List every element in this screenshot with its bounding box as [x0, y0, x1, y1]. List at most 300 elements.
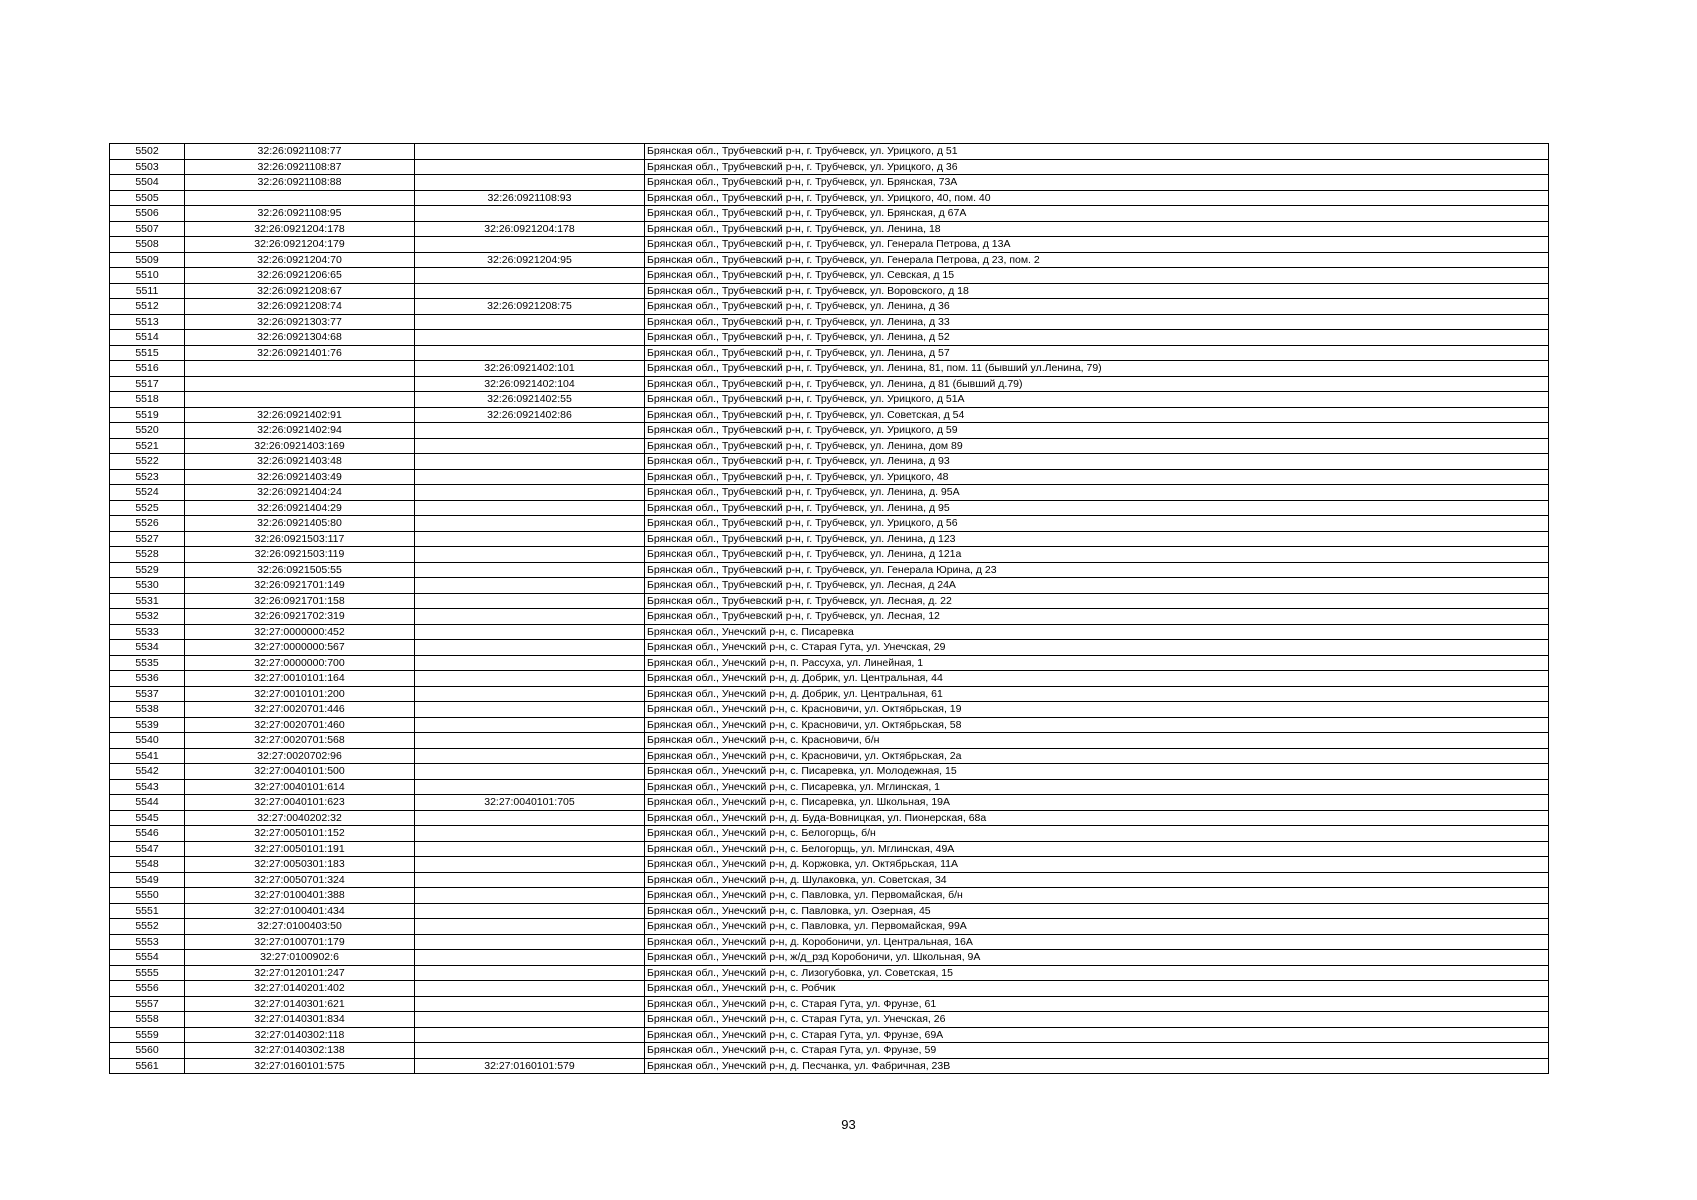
related-cadastral-number-cell — [415, 500, 645, 516]
table-row — [110, 671, 1549, 687]
row-number-cell: 5548 — [110, 857, 185, 873]
cadastral-number-cell: 32:27:0100401:434 — [185, 903, 415, 919]
row-number-cell: 5527 — [110, 531, 185, 547]
cadastral-number-cell: 32:27:0100403:50 — [185, 919, 415, 935]
row-number-cell: 5539 — [110, 717, 185, 733]
cadastral-number-cell: 32:26:0921108:88 — [185, 175, 415, 191]
related-cadastral-number-cell: 32:26:0921204:178 — [415, 221, 645, 237]
address-cell: Брянская обл., Трубчевский р-н, г. Трубчевск, ул. Ленина, д 33 — [645, 314, 1549, 330]
related-cadastral-number-cell — [415, 593, 645, 609]
table-row — [110, 903, 1549, 919]
table-row — [110, 159, 1549, 175]
related-cadastral-number-cell — [415, 919, 645, 935]
row-number-cell: 5521 — [110, 438, 185, 454]
row-number-cell: 5520 — [110, 423, 185, 439]
row-number-cell: 5557 — [110, 996, 185, 1012]
table-row — [110, 562, 1549, 578]
address-cell: Брянская обл., Унечский р-н, с. Белогорщь, б/н — [645, 826, 1549, 842]
related-cadastral-number-cell — [415, 1043, 645, 1059]
table-row — [110, 981, 1549, 997]
address-cell: Брянская обл., Унечский р-н, д. Добрик, ул. Центральная, 44 — [645, 671, 1549, 687]
address-cell: Брянская обл., Трубчевский р-н, г. Трубчевск, ул. Урицкого, д 51 — [645, 144, 1549, 160]
row-number-cell: 5547 — [110, 841, 185, 857]
address-cell: Брянская обл., Трубчевский р-н, г. Трубчевск, ул. Ленина, дом 89 — [645, 438, 1549, 454]
table-row — [110, 764, 1549, 780]
row-number-cell: 5544 — [110, 795, 185, 811]
table-row — [110, 1058, 1549, 1074]
address-cell: Брянская обл., Трубчевский р-н, г. Трубчевск, ул. Ленина, д 93 — [645, 454, 1549, 470]
cadastral-number-cell: 32:26:0921403:169 — [185, 438, 415, 454]
row-number-cell: 5518 — [110, 392, 185, 408]
row-number-cell: 5510 — [110, 268, 185, 284]
table-row — [110, 795, 1549, 811]
cadastral-number-cell: 32:26:0921204:70 — [185, 252, 415, 268]
address-cell: Брянская обл., Трубчевский р-н, г. Трубчевск, ул. Урицкого, д 56 — [645, 516, 1549, 532]
related-cadastral-number-cell: 32:26:0921402:101 — [415, 361, 645, 377]
address-cell: Брянская обл., Трубчевский р-н, г. Трубчевск, ул. Ленина, 18 — [645, 221, 1549, 237]
address-cell: Брянская обл., Унечский р-н, с. Старая Гута, ул. Фрунзе, 59 — [645, 1043, 1549, 1059]
address-cell: Брянская обл., Унечский р-н, д. Шулаковка, ул. Советская, 34 — [645, 872, 1549, 888]
row-number-cell: 5533 — [110, 624, 185, 640]
row-number-cell: 5552 — [110, 919, 185, 935]
cadastral-number-cell: 32:26:0921505:55 — [185, 562, 415, 578]
related-cadastral-number-cell — [415, 888, 645, 904]
row-number-cell: 5529 — [110, 562, 185, 578]
table-row — [110, 500, 1549, 516]
row-number-cell: 5555 — [110, 965, 185, 981]
cadastral-number-cell: 32:27:0010101:164 — [185, 671, 415, 687]
related-cadastral-number-cell — [415, 144, 645, 160]
address-cell: Брянская обл., Трубчевский р-н, г. Трубчевск, ул. Лесная, 12 — [645, 609, 1549, 625]
table-row — [110, 547, 1549, 563]
row-number-cell: 5509 — [110, 252, 185, 268]
cadastral-number-cell: 32:26:0921405:80 — [185, 516, 415, 532]
cadastral-number-cell: 32:26:0921404:29 — [185, 500, 415, 516]
related-cadastral-number-cell — [415, 857, 645, 873]
cadastral-number-cell: 32:27:0140302:138 — [185, 1043, 415, 1059]
related-cadastral-number-cell: 32:26:0921402:55 — [415, 392, 645, 408]
address-cell: Брянская обл., Трубчевский р-н, г. Трубчевск, ул. Урицкого, 40, пом. 40 — [645, 190, 1549, 206]
address-cell: Брянская обл., Унечский р-н, с. Писаревка, ул. Молодежная, 15 — [645, 764, 1549, 780]
table-row — [110, 593, 1549, 609]
row-number-cell: 5515 — [110, 345, 185, 361]
table-row — [110, 640, 1549, 656]
address-cell: Брянская обл., Унечский р-н, с. Белогорщь, ул. Мглинская, 49А — [645, 841, 1549, 857]
related-cadastral-number-cell — [415, 1012, 645, 1028]
address-cell: Брянская обл., Унечский р-н, с. Павловка, ул. Первомайская, 99А — [645, 919, 1549, 935]
table-row — [110, 857, 1549, 873]
table-row — [110, 206, 1549, 222]
cadastral-number-cell: 32:27:0000000:452 — [185, 624, 415, 640]
cadastral-number-cell: 32:26:0921403:49 — [185, 469, 415, 485]
address-cell: Брянская обл., Трубчевский р-н, г. Трубчевск, ул. Воровского, д 18 — [645, 283, 1549, 299]
related-cadastral-number-cell — [415, 903, 645, 919]
address-cell: Брянская обл., Трубчевский р-н, г. Трубчевск, ул. Ленина, д. 95А — [645, 485, 1549, 501]
row-number-cell: 5556 — [110, 981, 185, 997]
table-row — [110, 144, 1549, 160]
related-cadastral-number-cell — [415, 423, 645, 439]
cadastral-number-cell: 32:27:0140302:118 — [185, 1027, 415, 1043]
row-number-cell: 5560 — [110, 1043, 185, 1059]
row-number-cell: 5514 — [110, 330, 185, 346]
related-cadastral-number-cell — [415, 268, 645, 284]
related-cadastral-number-cell: 32:27:0040101:705 — [415, 795, 645, 811]
row-number-cell: 5507 — [110, 221, 185, 237]
cadastral-number-cell: 32:26:0921503:119 — [185, 547, 415, 563]
address-cell: Брянская обл., Унечский р-н, д. Коржовка, ул. Октябрьская, 11А — [645, 857, 1549, 873]
cadastral-number-cell: 32:26:0921701:149 — [185, 578, 415, 594]
table-row — [110, 810, 1549, 826]
address-cell: Брянская обл., Унечский р-н, с. Павловка, ул. Первомайская, б/н — [645, 888, 1549, 904]
cadastral-number-cell: 32:27:0040101:500 — [185, 764, 415, 780]
related-cadastral-number-cell — [415, 624, 645, 640]
row-number-cell: 5545 — [110, 810, 185, 826]
row-number-cell: 5502 — [110, 144, 185, 160]
cadastral-number-cell: 32:26:0921503:117 — [185, 531, 415, 547]
row-number-cell: 5517 — [110, 376, 185, 392]
address-cell: Брянская обл., Трубчевский р-н, г. Трубчевск, ул. Ленина, д 36 — [645, 299, 1549, 315]
cadastral-number-cell — [185, 392, 415, 408]
related-cadastral-number-cell — [415, 748, 645, 764]
table-row — [110, 686, 1549, 702]
address-cell: Брянская обл., Трубчевский р-н, г. Трубчевск, ул. Ленина, д 95 — [645, 500, 1549, 516]
cadastral-number-cell: 32:27:0020702:96 — [185, 748, 415, 764]
property-register-table — [109, 143, 1549, 1074]
related-cadastral-number-cell — [415, 1027, 645, 1043]
table-row — [110, 888, 1549, 904]
table-row — [110, 221, 1549, 237]
row-number-cell: 5537 — [110, 686, 185, 702]
table-row — [110, 965, 1549, 981]
table-row — [110, 392, 1549, 408]
address-cell: Брянская обл., Трубчевский р-н, г. Трубчевск, ул. Ленина, 81, пом. 11 (бывший ул.Ленина, 79) — [645, 361, 1549, 377]
address-cell: Брянская обл., Трубчевский р-н, г. Трубчевск, ул. Брянская, д 67А — [645, 206, 1549, 222]
row-number-cell: 5535 — [110, 655, 185, 671]
table-body — [110, 144, 1549, 1074]
table-row — [110, 237, 1549, 253]
related-cadastral-number-cell — [415, 237, 645, 253]
address-cell: Брянская обл., Трубчевский р-н, г. Трубчевск, ул. Урицкого, д 36 — [645, 159, 1549, 175]
related-cadastral-number-cell: 32:26:0921402:86 — [415, 407, 645, 423]
related-cadastral-number-cell: 32:26:0921402:104 — [415, 376, 645, 392]
address-cell: Брянская обл., Унечский р-н, с. Писаревка — [645, 624, 1549, 640]
row-number-cell: 5561 — [110, 1058, 185, 1074]
table-row — [110, 423, 1549, 439]
cadastral-number-cell: 32:27:0040101:614 — [185, 779, 415, 795]
row-number-cell: 5513 — [110, 314, 185, 330]
related-cadastral-number-cell — [415, 283, 645, 299]
cadastral-number-cell: 32:27:0040202:32 — [185, 810, 415, 826]
table-row — [110, 717, 1549, 733]
cadastral-number-cell: 32:27:0000000:567 — [185, 640, 415, 656]
cadastral-number-cell — [185, 376, 415, 392]
related-cadastral-number-cell — [415, 609, 645, 625]
address-cell: Брянская обл., Трубчевский р-н, г. Трубчевск, ул. Урицкого, 48 — [645, 469, 1549, 485]
row-number-cell: 5549 — [110, 872, 185, 888]
related-cadastral-number-cell — [415, 686, 645, 702]
cadastral-number-cell — [185, 190, 415, 206]
address-cell: Брянская обл., Трубчевский р-н, г. Трубчевск, ул. Брянская, 73А — [645, 175, 1549, 191]
table-row — [110, 996, 1549, 1012]
table-row — [110, 516, 1549, 532]
table-row — [110, 748, 1549, 764]
table-row — [110, 655, 1549, 671]
cadastral-number-cell: 32:26:0921204:178 — [185, 221, 415, 237]
cadastral-number-cell: 32:26:0921401:76 — [185, 345, 415, 361]
table-row — [110, 919, 1549, 935]
related-cadastral-number-cell — [415, 330, 645, 346]
table-row — [110, 283, 1549, 299]
related-cadastral-number-cell — [415, 981, 645, 997]
address-cell: Брянская обл., Унечский р-н, с. Лизогубовка, ул. Советская, 15 — [645, 965, 1549, 981]
address-cell: Брянская обл., Трубчевский р-н, г. Трубчевск, ул. Советская, д 54 — [645, 407, 1549, 423]
cadastral-number-cell: 32:26:0921108:77 — [185, 144, 415, 160]
address-cell: Брянская обл., Трубчевский р-н, г. Трубчевск, ул. Лесная, д 24А — [645, 578, 1549, 594]
address-cell: Брянская обл., Унечский р-н, с. Павловка, ул. Озерная, 45 — [645, 903, 1549, 919]
address-cell: Брянская обл., Трубчевский р-н, г. Трубчевск, ул. Ленина, д 123 — [645, 531, 1549, 547]
cadastral-number-cell: 32:27:0100902:6 — [185, 950, 415, 966]
table-row — [110, 330, 1549, 346]
related-cadastral-number-cell — [415, 547, 645, 563]
table-row — [110, 702, 1549, 718]
related-cadastral-number-cell — [415, 485, 645, 501]
related-cadastral-number-cell: 32:27:0160101:579 — [415, 1058, 645, 1074]
row-number-cell: 5550 — [110, 888, 185, 904]
table-row — [110, 376, 1549, 392]
address-cell: Брянская обл., Унечский р-н, д. Добрик, ул. Центральная, 61 — [645, 686, 1549, 702]
cadastral-number-cell: 32:26:0921701:158 — [185, 593, 415, 609]
address-cell: Брянская обл., Трубчевский р-н, г. Трубчевск, ул. Ленина, д 121а — [645, 547, 1549, 563]
cadastral-number-cell: 32:27:0160101:575 — [185, 1058, 415, 1074]
related-cadastral-number-cell — [415, 454, 645, 470]
cadastral-number-cell: 32:26:0921402:91 — [185, 407, 415, 423]
address-cell: Брянская обл., Трубчевский р-н, г. Трубчевск, ул. Лесная, д. 22 — [645, 593, 1549, 609]
address-cell: Брянская обл., Унечский р-н, с. Писаревка, ул. Школьная, 19А — [645, 795, 1549, 811]
cadastral-number-cell: 32:27:0050301:183 — [185, 857, 415, 873]
row-number-cell: 5540 — [110, 733, 185, 749]
address-cell: Брянская обл., Трубчевский р-н, г. Трубчевск, ул. Ленина, д 57 — [645, 345, 1549, 361]
address-cell: Брянская обл., Трубчевский р-н, г. Трубчевск, ул. Урицкого, д 59 — [645, 423, 1549, 439]
related-cadastral-number-cell — [415, 469, 645, 485]
row-number-cell: 5536 — [110, 671, 185, 687]
table-row — [110, 190, 1549, 206]
table-row — [110, 1043, 1549, 1059]
row-number-cell: 5504 — [110, 175, 185, 191]
row-number-cell: 5543 — [110, 779, 185, 795]
row-number-cell: 5541 — [110, 748, 185, 764]
address-cell: Брянская обл., Унечский р-н, с. Красновичи, ул. Октябрьская, 2а — [645, 748, 1549, 764]
cadastral-number-cell: 32:27:0050101:191 — [185, 841, 415, 857]
related-cadastral-number-cell — [415, 779, 645, 795]
related-cadastral-number-cell — [415, 516, 645, 532]
cadastral-number-cell: 32:27:0120101:247 — [185, 965, 415, 981]
related-cadastral-number-cell — [415, 717, 645, 733]
related-cadastral-number-cell — [415, 764, 645, 780]
page-number: 93 — [841, 1117, 856, 1132]
cadastral-number-cell: 32:26:0921304:68 — [185, 330, 415, 346]
table-row — [110, 345, 1549, 361]
cadastral-number-cell: 32:27:0020701:460 — [185, 717, 415, 733]
address-cell: Брянская обл., Трубчевский р-н, г. Трубчевск, ул. Ленина, д 81 (бывший д.79) — [645, 376, 1549, 392]
address-cell: Брянская обл., Унечский р-н, с. Робчик — [645, 981, 1549, 997]
related-cadastral-number-cell — [415, 578, 645, 594]
table-row — [110, 252, 1549, 268]
cadastral-number-cell: 32:26:0921404:24 — [185, 485, 415, 501]
related-cadastral-number-cell — [415, 206, 645, 222]
related-cadastral-number-cell — [415, 996, 645, 1012]
row-number-cell: 5524 — [110, 485, 185, 501]
row-number-cell: 5528 — [110, 547, 185, 563]
row-number-cell: 5522 — [110, 454, 185, 470]
related-cadastral-number-cell — [415, 640, 645, 656]
cadastral-number-cell: 32:26:0921204:179 — [185, 237, 415, 253]
row-number-cell: 5551 — [110, 903, 185, 919]
cadastral-number-cell: 32:26:0921208:74 — [185, 299, 415, 315]
row-number-cell: 5546 — [110, 826, 185, 842]
table-row — [110, 454, 1549, 470]
cadastral-number-cell — [185, 361, 415, 377]
table-row — [110, 438, 1549, 454]
related-cadastral-number-cell — [415, 733, 645, 749]
table-row — [110, 314, 1549, 330]
address-cell: Брянская обл., Трубчевский р-н, г. Трубчевск, ул. Генерала Петрова, д 13А — [645, 237, 1549, 253]
row-number-cell: 5519 — [110, 407, 185, 423]
row-number-cell: 5531 — [110, 593, 185, 609]
related-cadastral-number-cell — [415, 826, 645, 842]
table-row — [110, 469, 1549, 485]
cadastral-number-cell: 32:27:0140301:834 — [185, 1012, 415, 1028]
related-cadastral-number-cell — [415, 314, 645, 330]
cadastral-number-cell: 32:27:0010101:200 — [185, 686, 415, 702]
address-cell: Брянская обл., Трубчевский р-н, г. Трубчевск, ул. Генерала Юрина, д 23 — [645, 562, 1549, 578]
row-number-cell: 5512 — [110, 299, 185, 315]
address-cell: Брянская обл., Унечский р-н, с. Старая Гута, ул. Унечская, 29 — [645, 640, 1549, 656]
table-row — [110, 872, 1549, 888]
cadastral-number-cell: 32:26:0921108:95 — [185, 206, 415, 222]
table-row — [110, 950, 1549, 966]
table-row — [110, 361, 1549, 377]
table-row — [110, 733, 1549, 749]
row-number-cell: 5516 — [110, 361, 185, 377]
address-cell: Брянская обл., Унечский р-н, с. Красновичи, ул. Октябрьская, 58 — [645, 717, 1549, 733]
row-number-cell: 5553 — [110, 934, 185, 950]
related-cadastral-number-cell — [415, 872, 645, 888]
related-cadastral-number-cell: 32:26:0921108:93 — [415, 190, 645, 206]
table-row — [110, 299, 1549, 315]
cadastral-number-cell: 32:27:0020701:446 — [185, 702, 415, 718]
address-cell: Брянская обл., Унечский р-н, с. Старая Гута, ул. Фрунзе, 69А — [645, 1027, 1549, 1043]
related-cadastral-number-cell — [415, 841, 645, 857]
related-cadastral-number-cell — [415, 175, 645, 191]
related-cadastral-number-cell — [415, 934, 645, 950]
address-cell: Брянская обл., Трубчевский р-н, г. Трубчевск, ул. Ленина, д 52 — [645, 330, 1549, 346]
table-row — [110, 1012, 1549, 1028]
related-cadastral-number-cell — [415, 159, 645, 175]
cadastral-number-cell: 32:26:0921403:48 — [185, 454, 415, 470]
table-row — [110, 485, 1549, 501]
table-row — [110, 531, 1549, 547]
cadastral-number-cell: 32:26:0921206:65 — [185, 268, 415, 284]
cadastral-number-cell: 32:26:0921702:319 — [185, 609, 415, 625]
row-number-cell: 5532 — [110, 609, 185, 625]
related-cadastral-number-cell — [415, 655, 645, 671]
address-cell: Брянская обл., Унечский р-н, д. Песчанка, ул. Фабричная, 23В — [645, 1058, 1549, 1074]
row-number-cell: 5559 — [110, 1027, 185, 1043]
table-row — [110, 826, 1549, 842]
row-number-cell: 5508 — [110, 237, 185, 253]
address-cell: Брянская обл., Унечский р-н, с. Красновичи, ул. Октябрьская, 19 — [645, 702, 1549, 718]
cadastral-number-cell: 32:27:0000000:700 — [185, 655, 415, 671]
related-cadastral-number-cell — [415, 345, 645, 361]
related-cadastral-number-cell — [415, 702, 645, 718]
cadastral-number-cell: 32:27:0050101:152 — [185, 826, 415, 842]
row-number-cell: 5530 — [110, 578, 185, 594]
address-cell: Брянская обл., Трубчевский р-н, г. Трубчевск, ул. Генерала Петрова, д 23, пом. 2 — [645, 252, 1549, 268]
table-row — [110, 624, 1549, 640]
row-number-cell: 5538 — [110, 702, 185, 718]
address-cell: Брянская обл., Унечский р-н, с. Красновичи, б/н — [645, 733, 1549, 749]
cadastral-number-cell: 32:27:0140201:402 — [185, 981, 415, 997]
table-row — [110, 407, 1549, 423]
cadastral-number-cell: 32:26:0921108:87 — [185, 159, 415, 175]
cadastral-number-cell: 32:26:0921208:67 — [185, 283, 415, 299]
row-number-cell: 5554 — [110, 950, 185, 966]
address-cell: Брянская обл., Унечский р-н, с. Писаревка, ул. Мглинская, 1 — [645, 779, 1549, 795]
related-cadastral-number-cell — [415, 950, 645, 966]
cadastral-number-cell: 32:27:0020701:568 — [185, 733, 415, 749]
address-cell: Брянская обл., Трубчевский р-н, г. Трубчевск, ул. Урицкого, д 51А — [645, 392, 1549, 408]
related-cadastral-number-cell — [415, 965, 645, 981]
related-cadastral-number-cell: 32:26:0921208:75 — [415, 299, 645, 315]
cadastral-number-cell: 32:27:0100701:179 — [185, 934, 415, 950]
address-cell: Брянская обл., Унечский р-н, п. Рассуха, ул. Линейная, 1 — [645, 655, 1549, 671]
table-row — [110, 779, 1549, 795]
table-row — [110, 1027, 1549, 1043]
table-row — [110, 841, 1549, 857]
cadastral-number-cell: 32:27:0140301:621 — [185, 996, 415, 1012]
table-row — [110, 609, 1549, 625]
row-number-cell: 5526 — [110, 516, 185, 532]
row-number-cell: 5525 — [110, 500, 185, 516]
address-cell: Брянская обл., Унечский р-н, с. Старая Гута, ул. Унечская, 26 — [645, 1012, 1549, 1028]
table-row — [110, 934, 1549, 950]
related-cadastral-number-cell — [415, 810, 645, 826]
address-cell: Брянская обл., Трубчевский р-н, г. Трубчевск, ул. Севская, д 15 — [645, 268, 1549, 284]
row-number-cell: 5505 — [110, 190, 185, 206]
cadastral-number-cell: 32:26:0921303:77 — [185, 314, 415, 330]
cadastral-number-cell: 32:26:0921402:94 — [185, 423, 415, 439]
table-row — [110, 578, 1549, 594]
address-cell: Брянская обл., Унечский р-н, д. Буда-Вовницкая, ул. Пионерская, 68а — [645, 810, 1549, 826]
row-number-cell: 5511 — [110, 283, 185, 299]
related-cadastral-number-cell — [415, 562, 645, 578]
related-cadastral-number-cell — [415, 438, 645, 454]
table-row — [110, 268, 1549, 284]
related-cadastral-number-cell: 32:26:0921204:95 — [415, 252, 645, 268]
address-cell: Брянская обл., Унечский р-н, с. Старая Гута, ул. Фрунзе, 61 — [645, 996, 1549, 1012]
address-cell: Брянская обл., Унечский р-н, д. Коробоничи, ул. Центральная, 16А — [645, 934, 1549, 950]
cadastral-number-cell: 32:27:0040101:623 — [185, 795, 415, 811]
row-number-cell: 5542 — [110, 764, 185, 780]
row-number-cell: 5523 — [110, 469, 185, 485]
related-cadastral-number-cell — [415, 671, 645, 687]
table-row — [110, 175, 1549, 191]
cadastral-number-cell: 32:27:0050701:324 — [185, 872, 415, 888]
cadastral-number-cell: 32:27:0100401:388 — [185, 888, 415, 904]
address-cell: Брянская обл., Унечский р-н, ж/д_рзд Коробоничи, ул. Школьная, 9А — [645, 950, 1549, 966]
related-cadastral-number-cell — [415, 531, 645, 547]
row-number-cell: 5506 — [110, 206, 185, 222]
